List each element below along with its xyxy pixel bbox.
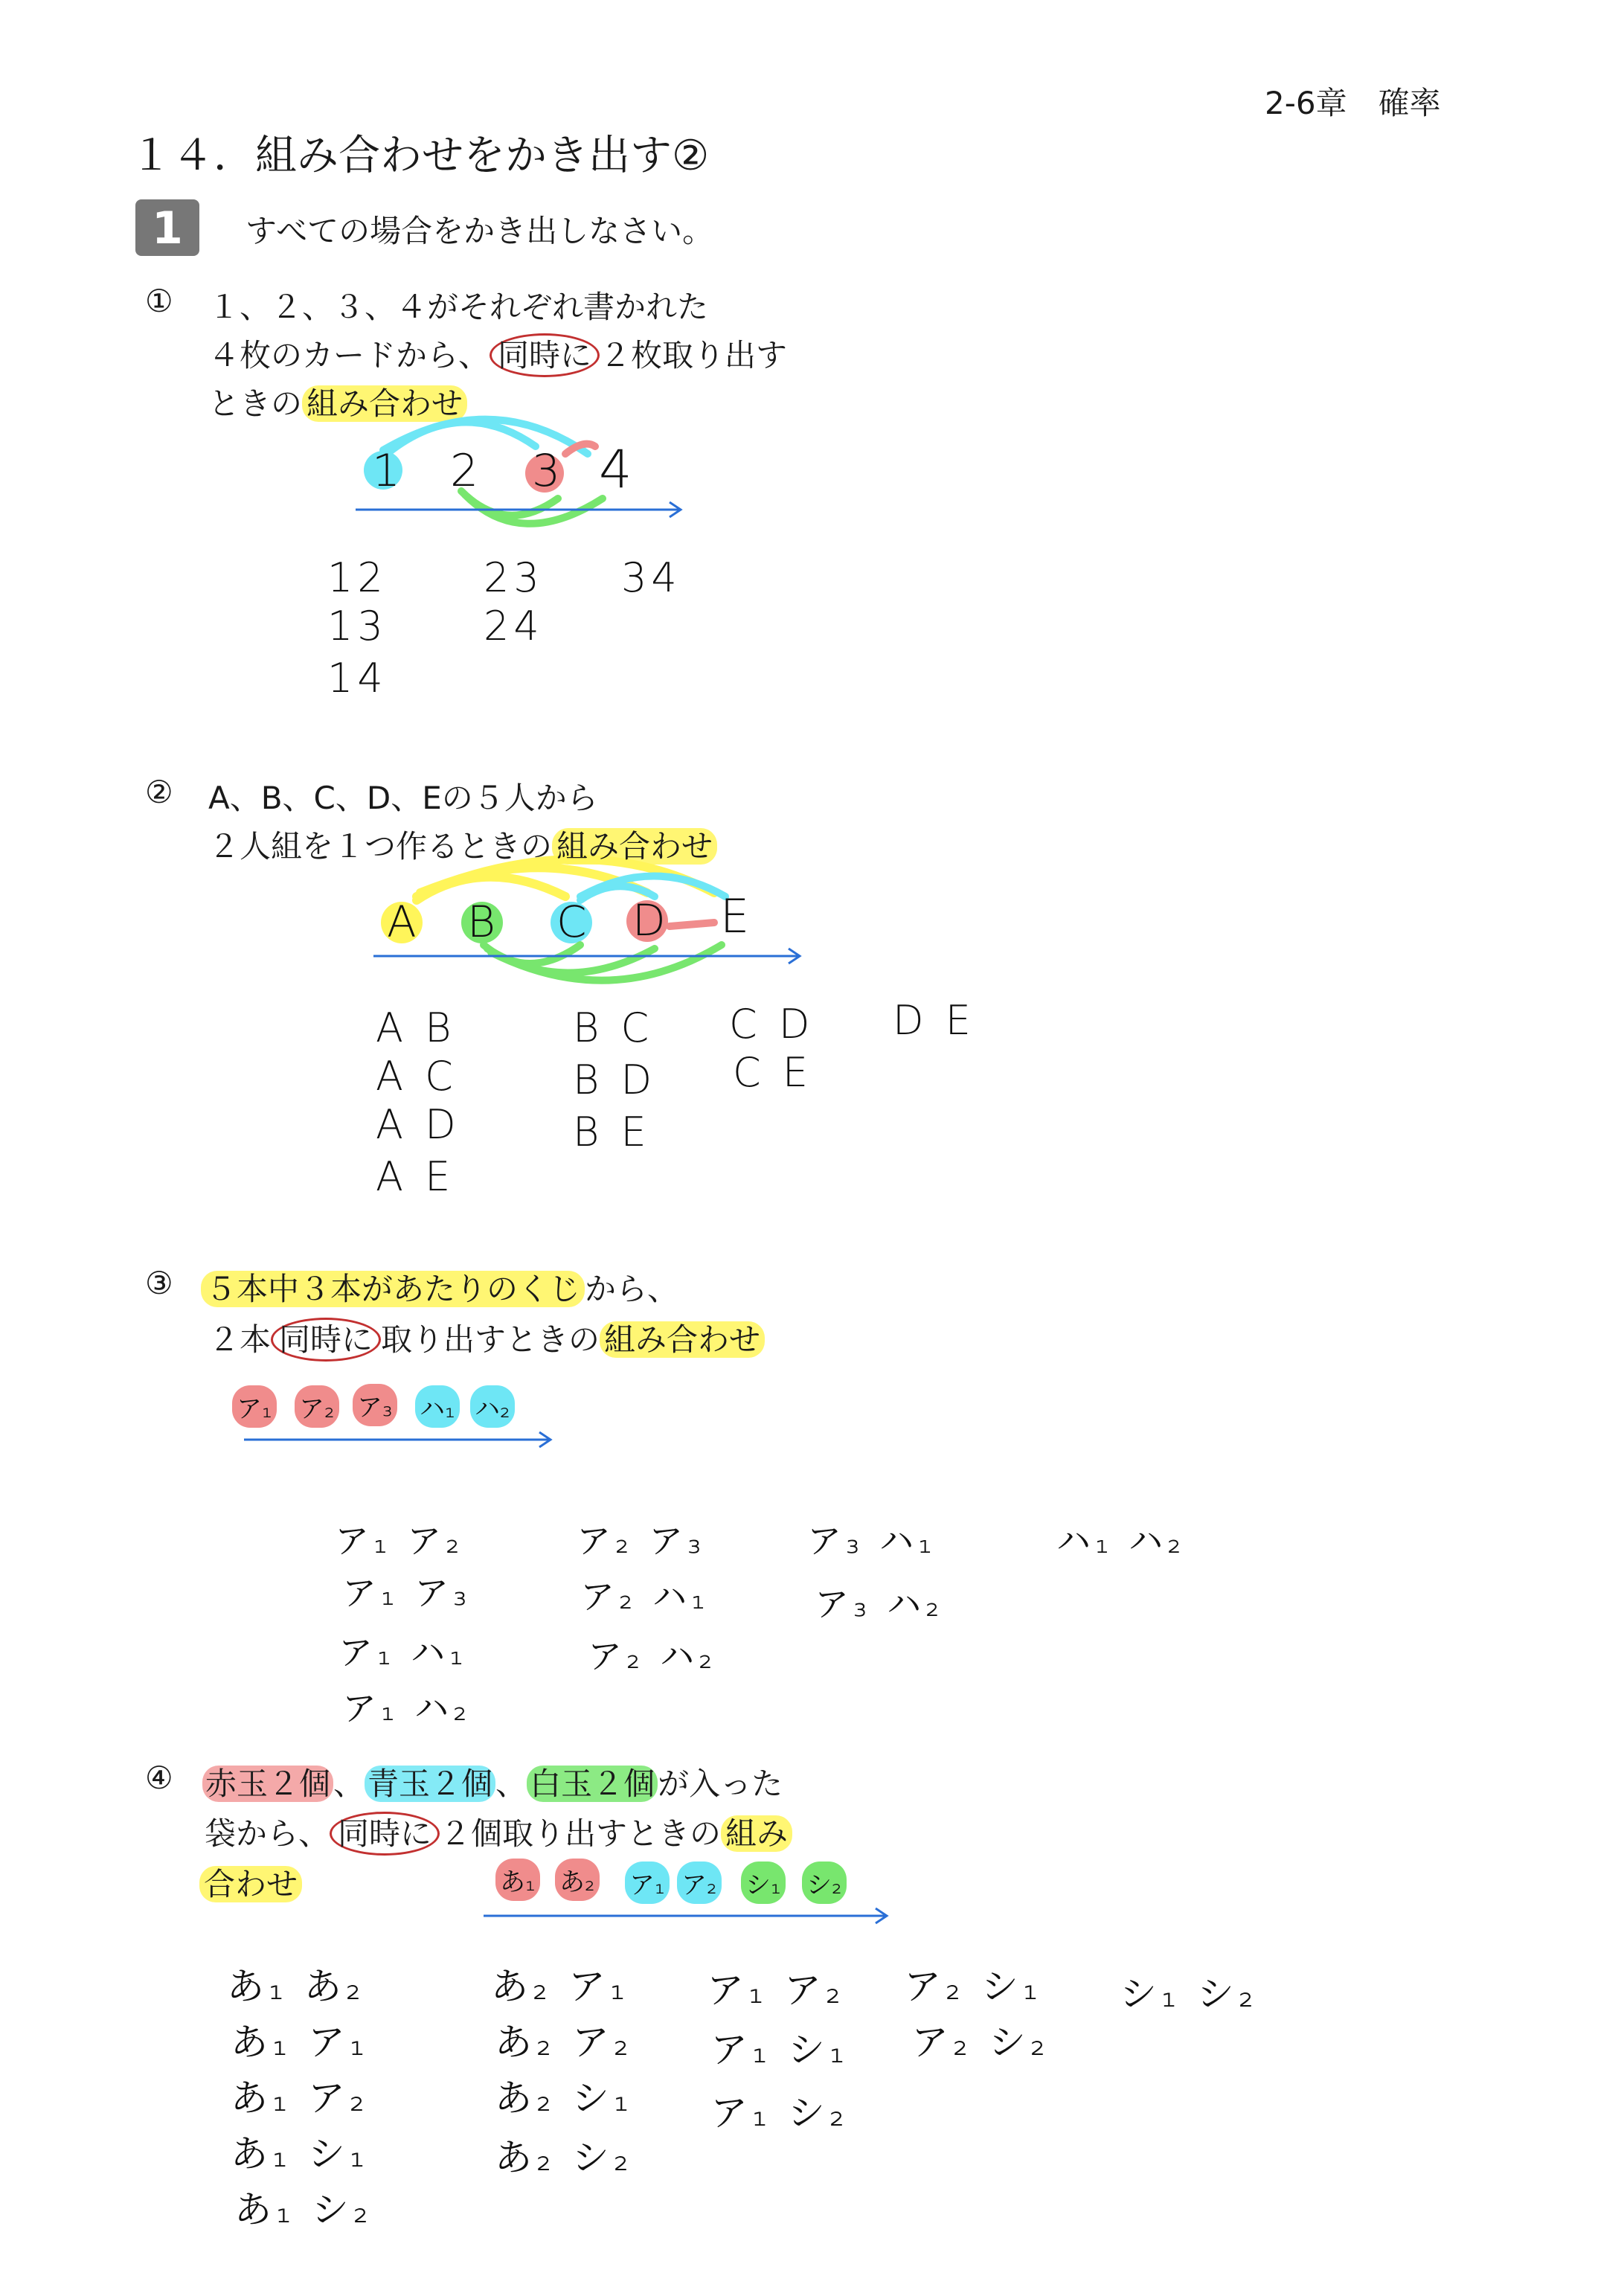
section-instruction: すべての場合をかき出しなさい。 <box>245 213 714 249</box>
q4-line2 <box>205 1809 792 1854</box>
page-title: １４．組み合わせをかき出す② <box>130 132 710 180</box>
chapter-label: 2-6章 確率 <box>1265 85 1441 121</box>
q3-answer: ア₁ ア₃ <box>342 1573 472 1613</box>
q3-answer: ア₃ ハ₂ <box>815 1584 944 1624</box>
q3-line2 <box>208 1315 765 1360</box>
q1-line1: １、２、３、４がそれぞれ書かれた <box>208 289 709 325</box>
q3-number: ③ <box>145 1265 173 1301</box>
q2-answer: B D <box>573 1056 657 1103</box>
q1-highlight-combination: 組み合わせ <box>302 385 467 422</box>
q4-answer: ア₁ シ₁ <box>710 2028 849 2071</box>
q4-highlight-white-balls: 白玉２個 <box>527 1766 658 1802</box>
q1-number: ① <box>145 283 173 319</box>
q1-answer: 14 <box>327 655 388 702</box>
q3-item-a3: ア₃ <box>353 1384 397 1426</box>
q3-answer: ア₁ ハ₂ <box>342 1688 472 1728</box>
q4-number: ④ <box>145 1760 173 1796</box>
q4-highlight-red-balls: 赤玉２個 <box>202 1766 333 1802</box>
q1-line2-pre: ４枚のカードから、 <box>208 337 490 373</box>
q3-highlight-lottery: ５本中３本があたりのくじ <box>201 1271 585 1307</box>
q4-answer: あ₁ あ₂ <box>227 1965 365 2008</box>
q4-answer: ア₁ ア₂ <box>707 1969 845 2012</box>
q2-item-d: D <box>632 895 666 946</box>
q3-answer: ア₂ ハ₂ <box>588 1636 717 1676</box>
q4-item-a2: ア₂ <box>677 1862 722 1904</box>
q1-circled-simultaneous: 同時に <box>490 333 600 377</box>
q4-answer: シ₁ シ₂ <box>1120 1972 1258 2016</box>
q3-item-a1: ア₁ <box>232 1385 277 1428</box>
q1-item-1: 1 <box>372 445 401 497</box>
q4-item-ao2: あ₂ <box>555 1859 600 1901</box>
q4-highlight-blue-balls: 青玉２個 <box>365 1766 495 1802</box>
q3-answer: ア₃ ハ₁ <box>807 1521 937 1561</box>
q4-highlight-combination-2: 合わせ <box>199 1866 302 1902</box>
q2-answer: A C <box>376 1053 458 1100</box>
q1-item-3: 3 <box>532 445 561 497</box>
q2-line2 <box>208 822 717 867</box>
q2-line1: A、B、C、D、Eの５人から <box>208 780 598 816</box>
q2-item-a: A <box>387 897 417 947</box>
q2-answer: C D <box>729 1001 815 1048</box>
q4-answer: あ₁ ア₁ <box>231 2021 369 2064</box>
q3-line2-pre: ２本 <box>208 1321 272 1358</box>
q4-answer: あ₁ シ₁ <box>231 2132 369 2175</box>
q4-answer: ア₂ シ₂ <box>911 2021 1050 2064</box>
q4-answer: あ₂ シ₂ <box>495 2136 633 2179</box>
q3-line2-mid: 取り出すときの <box>381 1321 600 1358</box>
q4-circled-simultaneous: 同時に <box>330 1812 440 1856</box>
q2-answer: A B <box>376 1004 456 1051</box>
q2-answer: D E <box>893 997 975 1044</box>
q2-number: ② <box>145 774 173 810</box>
q4-item-s2: シ₂ <box>802 1862 847 1904</box>
q2-answer: A E <box>376 1153 455 1200</box>
q1-line3-pre: ときの <box>208 385 303 422</box>
q1-answer: 13 <box>327 603 388 650</box>
q3-line1-post: から、 <box>585 1271 679 1307</box>
q4-answer: あ₁ シ₂ <box>234 2188 373 2231</box>
q1-answer: 34 <box>621 554 681 601</box>
q2-line2-pre: ２人組を１つ作るときの <box>208 828 553 865</box>
q1-answer: 23 <box>484 554 544 601</box>
q4-line2-mid: ２個取り出すときの <box>440 1815 722 1852</box>
q3-answer: ハ₁ ハ₂ <box>1056 1521 1186 1561</box>
q4-item-s1: シ₁ <box>741 1862 786 1904</box>
q4-sep: 、 <box>333 1766 365 1802</box>
q4-highlight-combination-1: 組み <box>721 1815 792 1852</box>
q4-answer: ア₁ シ₂ <box>710 2091 849 2135</box>
q4-sep: 、 <box>495 1766 527 1802</box>
q4-answer: あ₁ ア₂ <box>231 2077 369 2120</box>
q2-answer: A D <box>376 1101 460 1148</box>
q2-item-c: C <box>556 897 587 947</box>
q3-line1 <box>201 1265 678 1309</box>
q2-answer: B E <box>573 1109 651 1155</box>
q3-circled-simultaneous: 同時に <box>271 1318 381 1362</box>
q2-answer: C E <box>733 1049 812 1096</box>
q3-answer: ア₂ ハ₁ <box>580 1577 710 1617</box>
q4-answer: あ₂ シ₁ <box>495 2077 633 2120</box>
q1-answer: 12 <box>327 554 388 601</box>
q4-answer: ア₂ シ₁ <box>904 1965 1042 2008</box>
q1-line2-post: ２枚取り出す <box>600 337 788 373</box>
q3-item-h2: ハ₂ <box>470 1385 515 1428</box>
section-number-badge: 1 <box>135 199 199 256</box>
q3-highlight-combination: 組み合わせ <box>600 1321 765 1358</box>
q3-answer: ア₂ ア₃ <box>577 1521 706 1561</box>
q4-item-ao1: あ₁ <box>495 1859 540 1901</box>
q4-line1-post: が入った <box>658 1766 783 1802</box>
q1-item-4: 4 <box>599 439 632 500</box>
q1-item-2: 2 <box>450 445 479 497</box>
q2-highlight-combination: 組み合わせ <box>552 828 717 865</box>
q4-item-a1: ア₁ <box>625 1862 670 1904</box>
q4-line2-pre: 袋から、 <box>205 1815 330 1852</box>
q3-answer: ア₁ ア₂ <box>335 1521 464 1561</box>
q4-line1 <box>202 1760 783 1804</box>
q2-item-e: E <box>720 889 750 943</box>
q2-arc-red <box>670 923 714 926</box>
q3-item-h1: ハ₁ <box>415 1385 460 1428</box>
q3-item-a2: ア₂ <box>295 1385 339 1428</box>
q1-answer: 24 <box>484 603 544 650</box>
q2-answer: B C <box>573 1004 654 1051</box>
q4-answer: あ₂ ア₂ <box>495 2021 633 2064</box>
q4-answer: あ₂ ア₁ <box>491 1965 629 2008</box>
q4-line3 <box>199 1860 302 1905</box>
q2-item-b: B <box>467 897 495 947</box>
q3-answer: ア₁ ハ₁ <box>338 1632 468 1673</box>
